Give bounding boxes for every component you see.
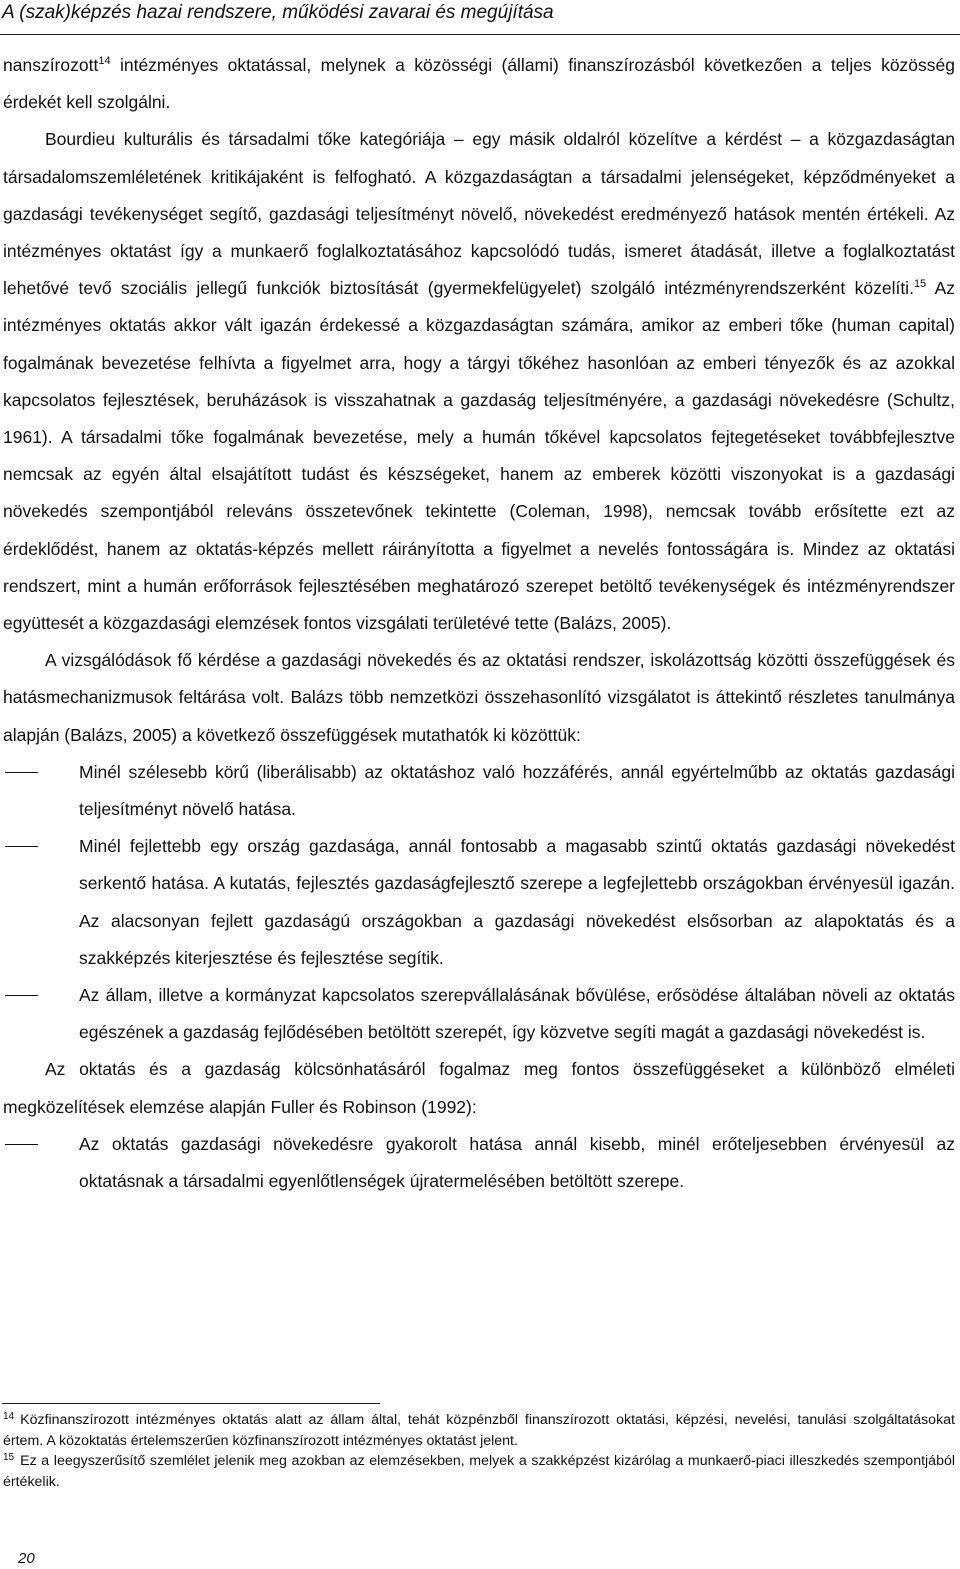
footnote-divider — [2, 1403, 380, 1404]
dash-bullet-icon — [5, 1144, 38, 1145]
footnote-text: Ez a leegyszerűsítő szemlélet jelenik meg azokban az elemzésekben, melyek a szakképzést kizárólag a munkaerő-piaci illeszkedés szempontjából értékelik. — [3, 1453, 955, 1490]
footnote-ref-14[interactable]: 14 — [98, 55, 111, 67]
paragraph-bourdieu — [3, 121, 955, 642]
dash-bullet-icon — [5, 995, 38, 996]
paragraph-vizsgalodasok: A vizsgálódások fő kérdése a gazdasági növekedés és az oktatási rendszer, iskolázottság közötti összefüggések és hatásmechanizmusok feltárása volt. Balázs több nemzetközi összehasonlító vizsgálatot is áttekintő részletes tanulmánya alapján (Balázs, 2005) a következő összefüggések mutathatók ki közöttük: — [3, 650, 955, 745]
list-item-text: Az oktatás gazdasági növekedésre gyakorolt hatása annál kisebb, minél erőteljesebben érvényesül az oktatásnak a társadalmi egyenlőtlenségek újratermelésében betöltött szerepe. — [79, 1133, 955, 1192]
list-item — [3, 1126, 955, 1200]
paragraph-continuation — [3, 47, 955, 121]
footnote-15 — [3, 1451, 955, 1492]
list-item-text: Minél fejlettebb egy ország gazdasága, annál fontosabb a magasabb szintű oktatás gazdasági növekedést serkentő hatása. A kutatás, fejlesztés gazdaságfejlesztő szerepe a legfejlettebb országokban érvényesül igazán. Az alacsonyan fejlett gazdaságú országokban a gazdasági növekedést elsősorban az alapoktatás és a szakképzés kiterjesztése és fejlesztése segítik. — [79, 836, 955, 968]
dash-bullet-icon — [5, 772, 38, 773]
page-number: 20 — [18, 1550, 35, 1567]
footnote-ref-15[interactable]: 15 — [913, 278, 927, 291]
footnotes — [3, 1410, 955, 1492]
list-item-text: Az állam, illetve a kormányzat kapcsolatos szerepvállalásának bővülése, erősödése általában növeli az oktatás egészének a gazdaság fejlődésében betöltött szerepét, így közvetve segíti magát a gazdasági növekedést is. — [79, 985, 955, 1043]
paragraph-fuller-robinson: Az oktatás és a gazdaság kölcsönhatásáról fogalmaz meg fontos összefüggéseket a különböző elméleti megközelítések elemzése alapján Fuller és Robinson (1992): — [3, 1059, 955, 1117]
dash-bullet-icon — [5, 846, 38, 847]
header-divider — [0, 34, 960, 35]
fuller-robinson-list — [3, 1126, 955, 1200]
list-item — [3, 754, 955, 828]
paragraph-text: Bourdieu kulturális és társadalmi tőke kategóriája – egy másik oldalról közelítve a kérdést – a közgazdaságtan társadalomszemléletének kritikájaként is felfogható. A közgazdaságtan a társadalmi jelenségeket, képződményeket a gazdasági tevékenységet segítő, gazdasági teljesítményt növelő, növekedést eredményező hatások mentén értékeli. Az intézményes oktatást így a munkaerő foglalkoztatásához kapcsolódó tudás, ismeret átadását, illetve a foglalkoztatást lehetővé tevő szociális jellegű funkciók biztosítását (gyermekfelügyelet) szolgáló intézményrendszerként közelíti. — [3, 129, 955, 299]
footnote-number: 14 — [3, 1411, 15, 1422]
paragraph-text: nanszírozott — [3, 55, 99, 75]
list-item — [3, 977, 955, 1051]
footnote-number: 15 — [3, 1452, 15, 1463]
list-item-text: Minél szélesebb körű (liberálisabb) az oktatáshoz való hozzáférés, annál egyértelműbb az oktatás gazdasági teljesítményt növelő hatása. — [79, 761, 955, 820]
paragraph-text: Az intézményes oktatás akkor vált igazán érdekessé a közgazdaságtan számára, amikor az emberi tőke (human capital) fogalmának bevezetése felhívta a figyelmet arra, hogy a tárgyi tőkéhez hasonlóan az emberi tényezők és az azokkal kapcsolatos fejlesztések, beruházások is visszahatnak a gazdaság teljesítményére, a gazdasági növekedésre (Schultz, 1961). A társadalmi tőke fogalmának bevezetése, mely a humán tőkével kapcsolatos fejtegetéseket továbbfejlesztve nemcsak az egyén által elsajátított tudást és készségeket, hanem az emberek közötti viszonyokat is a gazdasági növekedés szempontjából releváns összetevőnek tekintette (Coleman, 1998), nemcsak tovább erősítette ezt az érdeklődést, hanem az oktatás-képzés mellett ráirányította a figyelmet a nevelés fontosságára is. Mindez az oktatási rendszert, mint a humán erőforrások fejlesztésében meghatározó szerepet betöltő tevékenységek és intézményrendszer együttesét a közgazdasági elemzések fontos vizsgálati területévé tette (Balázs, 2005). — [3, 278, 955, 634]
paragraph-text: intézményes oktatással, melynek a közösségi (állami) finanszírozásból következően a teljes közösség érdekét kell szolgálni. — [3, 55, 955, 113]
findings-list — [3, 754, 955, 1052]
footnote-14 — [3, 1410, 955, 1451]
running-header: A (szak)képzés hazai rendszere, működési zavarai és megújítása — [2, 2, 554, 23]
footnote-text: Közfinanszírozott intézményes oktatás alatt az állam által, tehát közpénzből finanszírozott oktatási, képzési, nevelési, tanulási szolgáltatásokat értem. A közoktatás értelemszerűen közfinanszírozott intézményes oktatást jelent. — [3, 1412, 955, 1449]
list-item — [3, 828, 955, 977]
main-body — [3, 47, 955, 1200]
